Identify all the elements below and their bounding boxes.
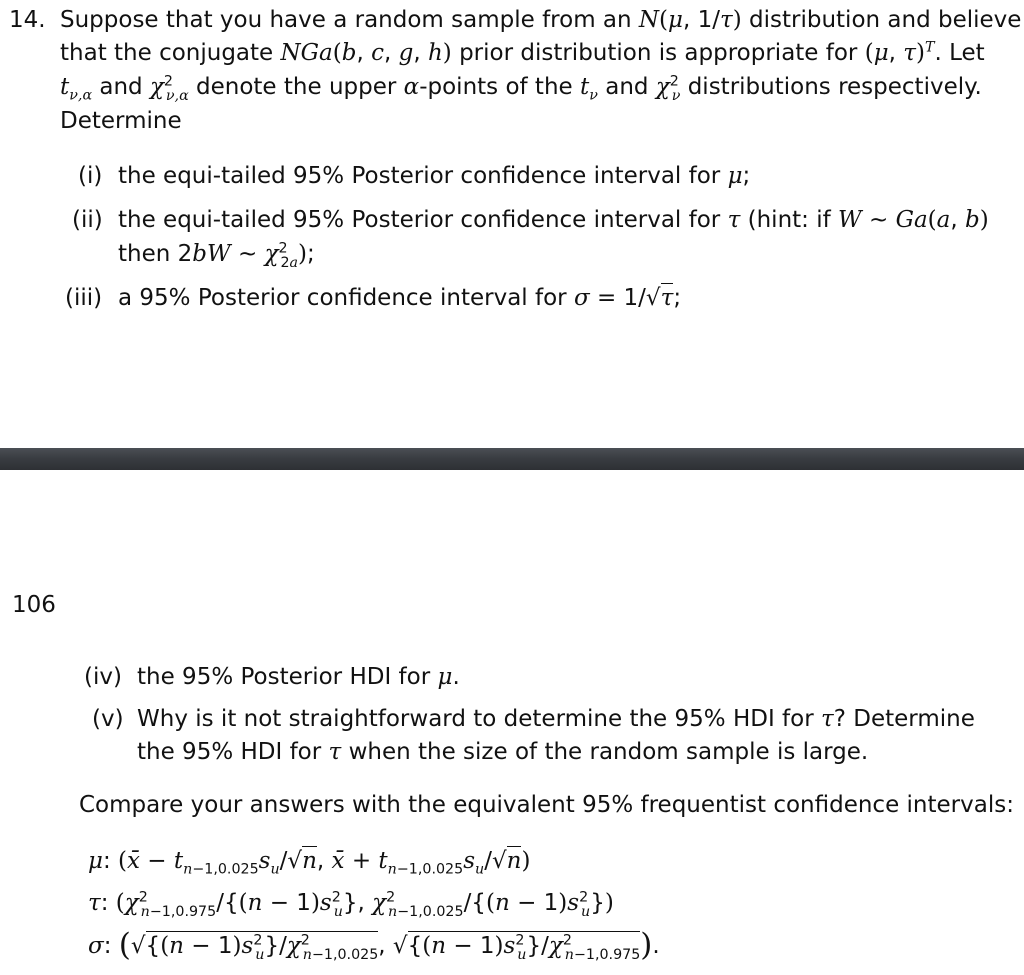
problem-line-1: Suppose that you have a random sample from an N(μ, 1/τ) distribution and believe xyxy=(60,7,1022,33)
text: and xyxy=(99,74,143,100)
text: that the conjugate xyxy=(60,40,274,66)
part-i: the equi-tailed 95% Posterior confidence interval for μ; xyxy=(118,163,751,189)
problem-line-2: that the conjugate NGa(b, c, g, h) prior distribution is appropriate for (μ, τ)$^T$. Let xyxy=(60,39,985,66)
text: the 95% Posterior HDI for xyxy=(137,664,431,690)
text: distributions respectively. xyxy=(687,74,982,100)
part-iv: the 95% Posterior HDI for μ. xyxy=(137,664,460,690)
interval-tau: τ: ($\chi^2_{n-1,0.975}/\{(n - 1)s^2_u\}$, $\chi^2_{n-1,0.025}/\{(n - 1)s^2_u\}$) xyxy=(88,889,614,920)
part-ii-line-2: then 2bW ∼ $\chi^2_{2a}$); xyxy=(118,240,315,271)
part-v-line-2: the 95% HDI for τ when the size of the random sample is large. xyxy=(137,739,869,765)
part-iii: a 95% Posterior confidence interval for σ = 1/√τ; xyxy=(118,285,682,311)
part-ii-label: (ii) xyxy=(72,207,103,233)
problem-line-3: $t_{\nu,\alpha}$ and $\chi^2_{\nu,\alpha}$ denote the upper α-points of the $t_\nu$ and $\chi^2_\nu$ distributions respectively. xyxy=(60,73,982,104)
text: the equi-tailed 95% Posterior confidence interval for xyxy=(118,207,721,233)
text: -points of the xyxy=(419,74,573,100)
text: Why is it not straightforward to determine the 95% HDI for xyxy=(137,706,814,732)
text: ? Determine xyxy=(833,706,975,732)
page-divider xyxy=(0,448,1024,470)
text: the equi-tailed 95% Posterior confidence interval for xyxy=(118,163,721,189)
part-v-line-1: Why is it not straightforward to determine the 95% HDI for τ? Determine xyxy=(137,706,975,732)
part-ii-line-1: the equi-tailed 95% Posterior confidence interval for τ (hint: if W ∼ Ga(a, b) xyxy=(118,207,989,233)
problem-line-4: Determine xyxy=(60,108,182,134)
page-number: 106 xyxy=(12,592,56,618)
part-v-label: (v) xyxy=(92,706,124,732)
text: (hint: if xyxy=(747,207,831,233)
text: Suppose that you have a random sample from an xyxy=(60,7,632,33)
text: denote the upper xyxy=(196,74,397,100)
text: prior distribution is appropriate for xyxy=(459,40,858,66)
part-iv-label: (iv) xyxy=(84,664,122,690)
text: the 95% HDI for xyxy=(137,739,322,765)
text: then 2 xyxy=(118,241,193,267)
interval-sigma: σ: ($√\{(n - 1)s^2_u\}/\chi^2_{n-1,0.025}$, $√\{(n - 1)s^2_u\}/\chi^2_{n-1,0.975}$). xyxy=(88,927,660,963)
text: distribution and believe xyxy=(749,7,1022,33)
text: a 95% Posterior confidence interval for xyxy=(118,285,567,311)
part-iii-label: (iii) xyxy=(65,285,103,311)
text: and xyxy=(605,74,649,100)
part-i-label: (i) xyxy=(78,163,103,189)
text: . Let xyxy=(934,40,985,66)
interval-mu: μ: (x̄ − $t_{n-1,0.025}s_u/√n$, x̄ + $t_{n-1,0.025}s_u/√n$) xyxy=(88,848,531,878)
text: when the size of the random sample is large. xyxy=(348,739,869,765)
problem-number: 14. xyxy=(9,7,46,33)
compare-text: Compare your answers with the equivalent 95% frequentist confidence intervals: xyxy=(79,792,1014,818)
